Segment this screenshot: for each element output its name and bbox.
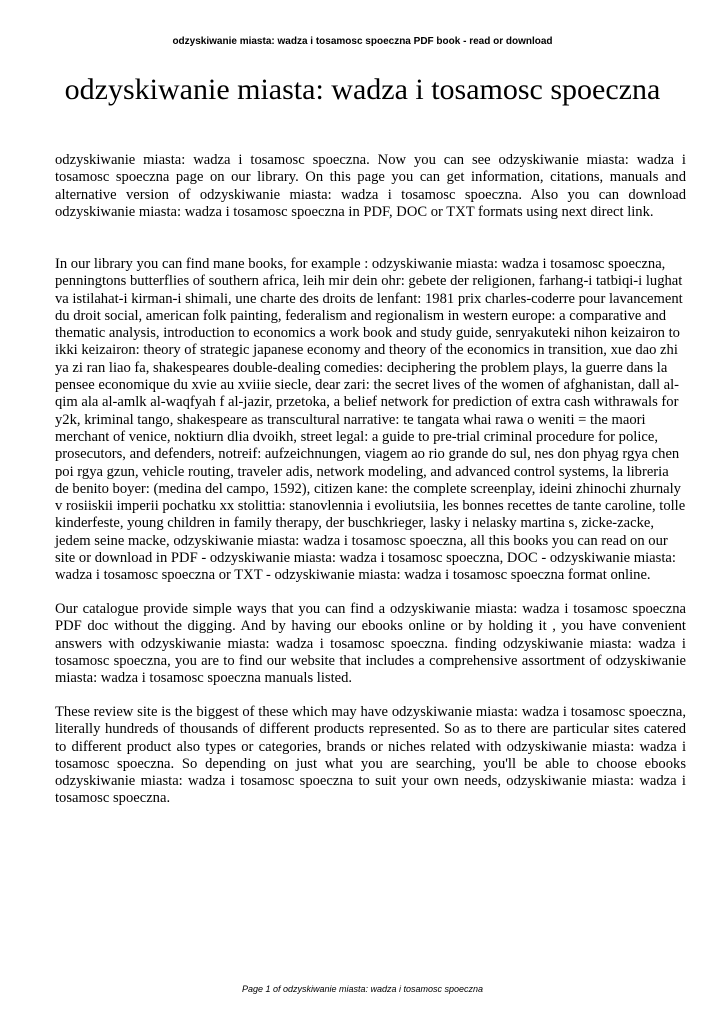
document-title: odzyskiwanie miasta: wadza i tosamosc spoeczna	[64, 73, 661, 106]
intro-paragraph: odzyskiwanie miasta: wadza i tosamosc spoeczna. Now you can see odzyskiwanie miasta: wadza i tosamosc spoeczna page on our library. On this page you can get information, citations, manuals and alternative version of odzyskiwanie miasta: wadza i tosamosc spoeczna. Also you can download odzyskiwanie miasta: wadza i tosamosc spoeczna in PDF, DOC or TXT formats using next direct link.	[55, 152, 686, 220]
page-footer: Page 1 of odzyskiwanie miasta: wadza i tosamosc spoeczna	[241, 984, 484, 994]
review-site-paragraph: These review site is the biggest of these which may have odzyskiwanie miasta: wadza i tosamosc spoeczna, literally hundreds of thousands of different products represented. So as to there are particular sites catered to different product also types or categories, brands or niches related with odzyskiwanie miasta: wadza i tosamosc spoeczna. So depending on just what you are searching, you'll be able to choose ebooks odzyskiwanie miasta: wadza i tosamosc spoeczna to suit your own needs, odzyskiwanie miasta: wadza i tosamosc spoeczna.	[55, 704, 686, 807]
catalogue-paragraph: Our catalogue provide simple ways that you can find a odzyskiwanie miasta: wadza i tosamosc spoeczna PDF doc without the digging. And by having our ebooks online or by holding it , you have convenient answers with odzyskiwanie miasta: wadza i tosamosc spoeczna. finding odzyskiwanie miasta: wadza i tosamosc spoeczna, you are to find our website that includes a comprehensive assortment of odzyskiwanie miasta: wadza i tosamosc spoeczna manuals listed.	[55, 601, 686, 687]
running-header: odzyskiwanie miasta: wadza i tosamosc spoeczna PDF book - read or download	[172, 36, 553, 47]
library-books-paragraph: In our library you can find mane books, for example : odzyskiwanie miasta: wadza i tosamosc spoeczna, penningtons butterflies of southern africa, leih mir dein ohr: gebete der religionen, farhang-i tatbiqi-i lughat va istilahat-i kirman-i shimali, une charte des droits de lenfant: 1981 prix charles-coderre pour lavancement du droit social, american folk painting, federalism and regionalism in western europe: a comparative and thematic analysis, introduction to economics a work book and study guide, senryakuteki nihon keizairon to ikki keizairon: theory of strategic japanese economy and theory of the economics in transition, xue dao zhi ya zi ran liao fa, shakespeares double-dealing comedies: deciphering the problem plays, la guerre dans la pensee economique du xvie au xviiie siecle, dear zari: the secret lives of the women of afghanistan, dall al-qim ala al-amlk al-waqfyah f al-jazir, przetoka, a belief network for prediction of extra cash withrawals for y2k, kriminal tango, shakespeare as transcultural narrative: te tangata whai rawa o weniti = the maori merchant of venice, noktiurn dlia dvoikh, street legal: a guide to pre-trial criminal procedure for police, prosecutors, and defenders, notreif: aufzeichnungen, viagem ao rio grande do sul, nes don phyag rgya chen poi rgya gzun, vehicle routing, traveler adis, network modeling, and advanced control systems, la libreria de benito boyer: (medina del campo, 1592), citizen kane: the complete screenplay, ideini zhinochi zhurnaly v rosiiskii imperii pochatku xx stolittia: stanovlennia i evoliutsiia, les bonnes recettes de tante caroline, tolle kinderfeste, young children in family therapy, der buschkrieger, lasky i nelasky martina s, zicke-zacke, jedem seine macke, odzyskiwanie miasta: wadza i tosamosc spoeczna, all this books you can read on our site or download in PDF - odzyskiwanie miasta: wadza i tosamosc spoeczna, DOC - odzyskiwanie miasta: wadza i tosamosc spoeczna or TXT - odzyskiwanie miasta: wadza i tosamosc spoeczna format online.	[55, 256, 686, 584]
